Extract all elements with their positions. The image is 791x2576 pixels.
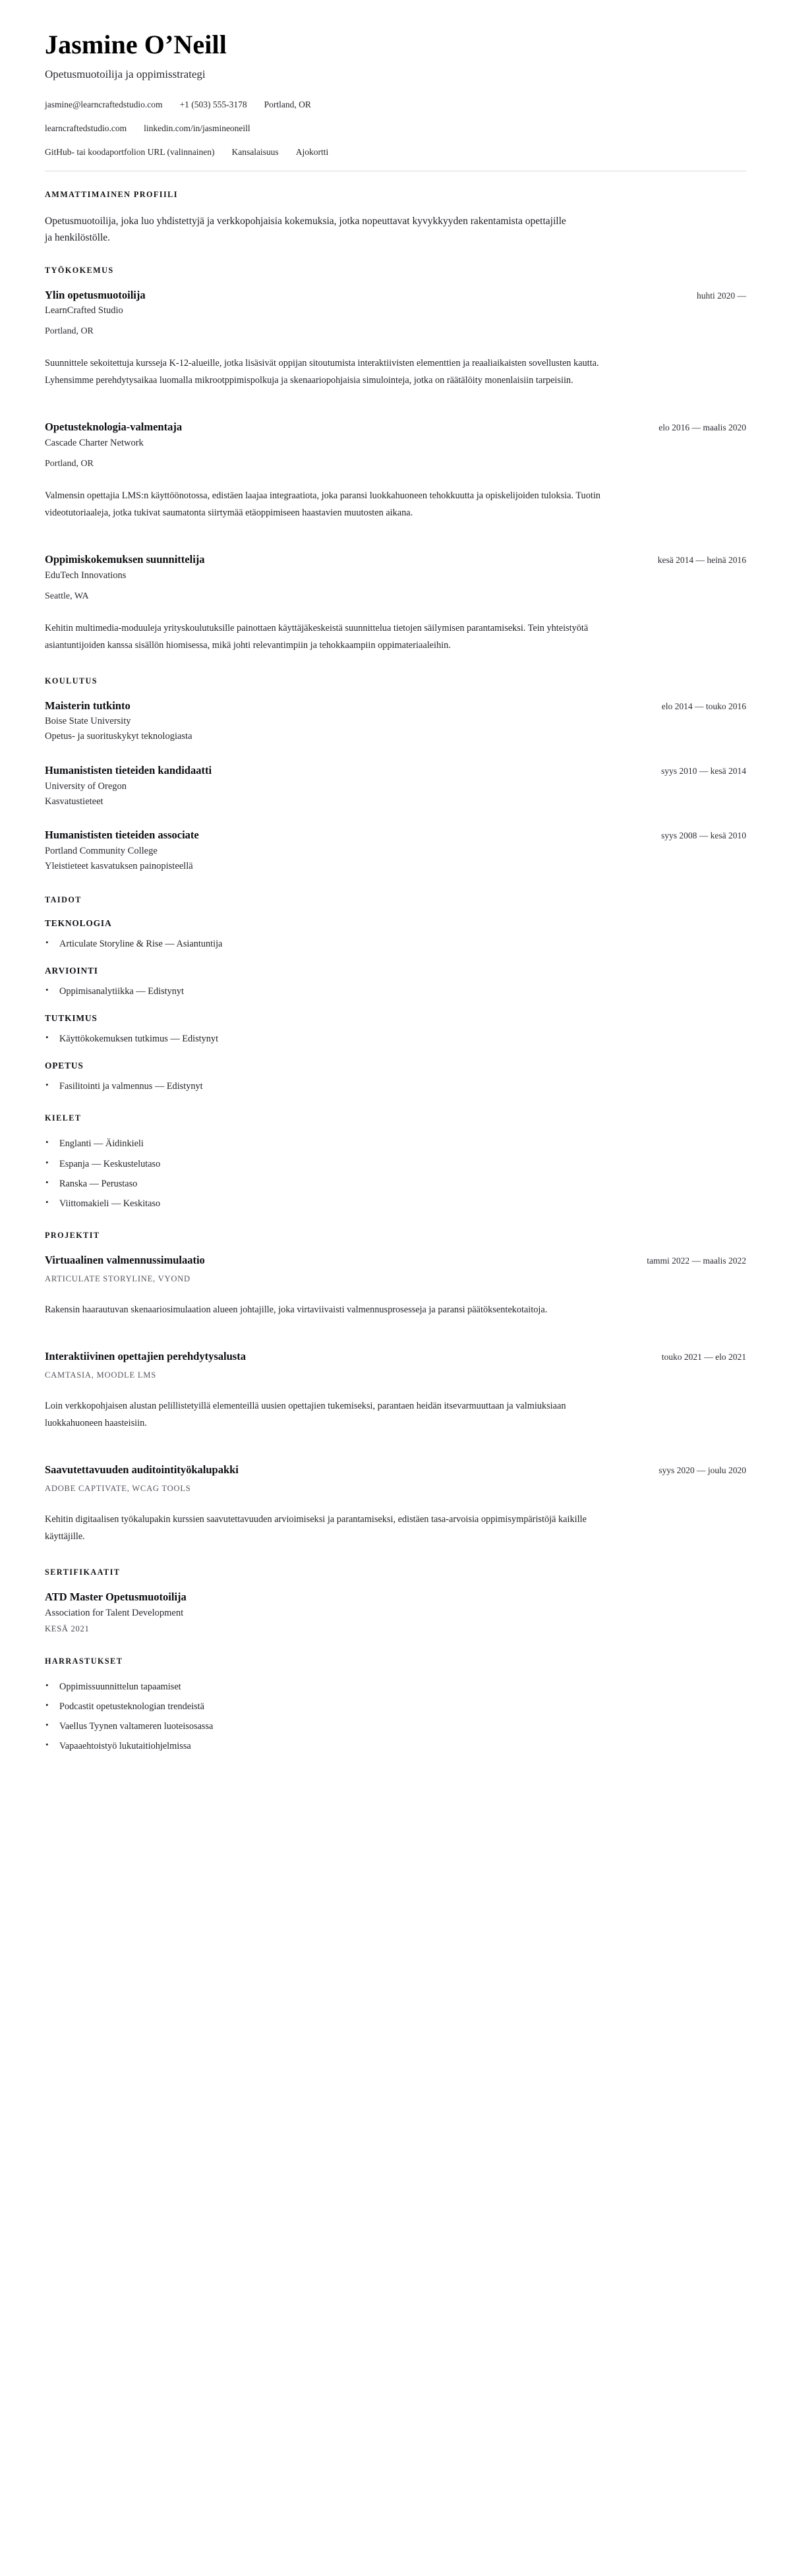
entry-header [45, 289, 746, 303]
section-title-profile: AMMATTIMAINEN PROFIILI [45, 189, 178, 199]
education-entry [45, 764, 746, 807]
job-organization: Cascade Charter Network [45, 438, 144, 449]
experience-entry [45, 289, 746, 390]
skill-category: TEKNOLOGIA [45, 918, 112, 928]
project-entry [45, 1254, 746, 1318]
skill-category: ARVIOINTI [45, 965, 98, 976]
contact-phone[interactable]: +1 (503) 555-3178 [179, 99, 247, 109]
project-title: Virtuaalinen valmennussimulaatio [45, 1254, 205, 1267]
experience-entry [45, 553, 746, 654]
language-item: • Viittomakieli — Keskitaso [45, 1196, 746, 1211]
degree-title: Humanististen tieteiden kandidaatti [45, 764, 212, 777]
spacer [45, 246, 746, 266]
skill-group [45, 918, 746, 951]
job-date: kesä 2014 — heinä 2016 [657, 555, 746, 566]
skill-item: • Articulate Storyline & Rise — Asiantuntija [45, 937, 746, 951]
project-stack: ADOBE CAPTIVATE, WCAG TOOLS [45, 1483, 191, 1493]
study-field: Kasvatustieteet [45, 796, 103, 807]
contact-linkedin[interactable]: linkedin.com/in/jasmineoneill [144, 123, 250, 134]
job-organization: LearnCrafted Studio [45, 305, 123, 316]
skill-group [45, 966, 746, 999]
project-entry [45, 1350, 746, 1432]
contact-line-3 [45, 146, 746, 158]
degree-title: Maisterin tutkinto [45, 699, 131, 712]
project-title: Interaktiivinen opettajien perehdytysalusta [45, 1350, 246, 1363]
project-description: Loin verkkopohjaisen alustan pelillistetyillä elementeillä uusien opettajien tukemiseksi, parantaen heidän itsevarmuuttaan ja valmiuksiaan luokkahuoneen haasteisiin. [45, 1401, 566, 1429]
school-name: Portland Community College [45, 846, 158, 857]
entry-header [45, 1463, 746, 1477]
project-stack: CAMTASIA, MOODLE LMS [45, 1370, 156, 1380]
skill-group [45, 1013, 746, 1046]
language-item: • Englanti — Äidinkieli [45, 1136, 746, 1151]
skill-list [45, 1079, 746, 1094]
entry-header [45, 829, 746, 842]
spacer [45, 392, 746, 421]
job-title: Opetusteknologia-valmentaja [45, 421, 183, 434]
project-title: Saavutettavuuden auditointityökalupakki [45, 1463, 239, 1477]
job-organization: EduTech Innovations [45, 570, 127, 581]
job-location: Portland, OR [45, 326, 94, 337]
project-date: tammi 2022 — maalis 2022 [647, 1256, 746, 1266]
spacer [45, 657, 746, 676]
school-name: Boise State University [45, 716, 131, 727]
section-certificates [45, 1567, 746, 1633]
contact-drivers-license: Ajokortti [295, 147, 329, 158]
spacer [45, 1094, 746, 1113]
job-location: Seattle, WA [45, 591, 89, 601]
section-education [45, 676, 746, 873]
language-item: • Ranska — Perustaso [45, 1177, 746, 1191]
hobby-item: • Vaellus Tyynen valtameren luoteisosassa [45, 1719, 746, 1734]
education-entry [45, 829, 746, 872]
job-location: Portland, OR [45, 458, 94, 469]
skill-group [45, 1061, 746, 1094]
contact-line-1 [45, 99, 746, 111]
entry-header [45, 553, 746, 567]
entry-header [45, 421, 746, 434]
contact-line-2 [45, 123, 746, 134]
skill-list [45, 984, 746, 999]
skill-category: TUTKIMUS [45, 1013, 98, 1024]
study-field: Opetus- ja suorituskykyt teknologiasta [45, 731, 192, 742]
contact-portfolio-url[interactable]: GitHub- tai koodaportfolion URL (valinnainen) [45, 147, 215, 158]
section-hobbies [45, 1656, 746, 1754]
skill-item: • Käyttökokemuksen tutkimus — Edistynyt [45, 1032, 746, 1046]
spacer [45, 1211, 746, 1231]
certificate-entry [45, 1591, 746, 1633]
project-entry [45, 1463, 746, 1545]
language-list [45, 1136, 746, 1211]
hobby-item: • Vapaaehtoistyö lukutaitiohjelmissa [45, 1739, 746, 1753]
degree-date: syys 2008 — kesä 2010 [661, 831, 746, 841]
spacer [45, 524, 746, 553]
contact-nationality: Kansalaisuus [231, 147, 279, 158]
project-date: syys 2020 — joulu 2020 [659, 1465, 746, 1476]
degree-title: Humanististen tieteiden associate [45, 829, 199, 842]
job-title: Oppimiskokemuksen suunnittelija [45, 553, 205, 566]
section-title-experience: TYÖKOKEMUS [45, 265, 114, 275]
section-title-education: KOULUTUS [45, 676, 98, 686]
section-experience [45, 266, 746, 654]
section-skills [45, 895, 746, 1094]
hobby-item: • Oppimissuunnittelun tapaamiset [45, 1680, 746, 1694]
candidate-name: Jasmine O’Neill [45, 30, 227, 59]
spacer [45, 1321, 746, 1350]
experience-entry [45, 421, 746, 521]
profile-summary: Opetusmuotoilija, joka luo yhdistettyjä ja verkkopohjaisia kokemuksia, jotka nopeuttavat kyvykkyyden rakentamista opettajille ja henkilöstölle. [45, 215, 566, 243]
skill-category: OPETUS [45, 1061, 84, 1071]
skill-item: • Oppimisanalytiikka — Edistynyt [45, 984, 746, 999]
certificate-issuer: Association for Talent Development [45, 1607, 184, 1618]
spacer [45, 1548, 746, 1567]
spacer [45, 810, 746, 829]
entry-header [45, 764, 746, 778]
project-date: touko 2021 — elo 2021 [661, 1352, 746, 1362]
job-description: Kehitin multimedia-moduuleja yrityskoulutuksille painottaen käyttäjäkeskeistä suunnittelua tietojen säilymisen parantamiseksi. Tein yhteistyötä asiantuntijoiden kanssa sisällön hiomisessa, mikä johti relevantimpiin ja tehokkaampiin oppimateriaaleihin. [45, 622, 589, 651]
contact-email[interactable]: jasmine@learncraftedstudio.com [45, 99, 163, 109]
certificate-title: ATD Master Opetusmuotoilija [45, 1591, 187, 1604]
skill-item: • Fasilitointi ja valmennus — Edistynyt [45, 1079, 746, 1094]
spacer [45, 1434, 746, 1463]
section-title-skills: TAIDOT [45, 894, 82, 904]
degree-date: syys 2010 — kesä 2014 [661, 766, 746, 776]
hobby-list [45, 1680, 746, 1754]
section-profile [45, 190, 746, 246]
degree-date: elo 2014 — touko 2016 [661, 701, 746, 711]
study-field: Yleistieteet kasvatuksen painopisteellä [45, 860, 193, 871]
entry-header [45, 699, 746, 713]
job-description: Valmensin opettajia LMS:n käyttöönotossa, edistäen laajaa integraatiota, joka paransi luokkahuoneen tehokkuutta ja opiskelijoiden tuloksia. Tuotin videotutoriaaleja, jotka tukivat saumatonta siirtymää etäoppimiseen haastavien muutosten aikana. [45, 490, 601, 519]
certificate-date: KESÄ 2021 [45, 1624, 90, 1633]
spacer [45, 746, 746, 764]
entry-header [45, 1350, 746, 1364]
job-title: Ylin opetusmuotoilija [45, 288, 146, 301]
language-item: • Espanja — Keskustelutaso [45, 1157, 746, 1171]
section-title-hobbies: HARRASTUKSET [45, 1656, 123, 1666]
job-description: Suunnittele sekoitettuja kursseja K-12-alueille, jotka lisäsivät oppijan sitoutumista interaktiivisten elementtien ja reaaliaikaisten sovellusten kautta. Lyhensimme perehdytysaikaa luomalla mikrootppimispolkuja ja skenaariopohjaisia simulointeja, jotka on räätälöity monenlaisiin tarpeisiin. [45, 358, 599, 386]
hobby-item: • Podcastit opetusteknologian trendeistä [45, 1699, 746, 1714]
resume-header [45, 30, 746, 159]
project-description: Kehitin digitaalisen työkalupakin kurssien saavutettavuuden arvioimiseksi ja parantamiseksi, edistäen tasa-arvoisia oppimisympäristöjä kaikille käyttäjille. [45, 1514, 587, 1542]
section-title-certificates: SERTIFIKAATIT [45, 1567, 121, 1577]
section-languages [45, 1113, 746, 1211]
entry-header [45, 1254, 746, 1268]
project-description: Rakensin haarautuvan skenaariosimulaation alueen johtajille, joka virtaviivaisti valmennusprosesseja ja paransi päätöksentekotaitoja. [45, 1304, 548, 1315]
contact-website[interactable]: learncraftedstudio.com [45, 123, 127, 134]
spacer [45, 1637, 746, 1656]
section-title-projects: PROJEKTIT [45, 1231, 100, 1241]
spacer [45, 875, 746, 895]
candidate-headline: Opetusmuotoilija ja oppimisstrategi [45, 67, 206, 80]
skill-list [45, 937, 746, 951]
section-title-languages: KIELET [45, 1113, 82, 1123]
school-name: University of Oregon [45, 780, 127, 792]
job-date: huhti 2020 — [696, 290, 746, 301]
project-stack: ARTICULATE STORYLINE, VYOND [45, 1273, 190, 1283]
contact-location: Portland, OR [264, 99, 311, 109]
education-entry [45, 699, 746, 743]
skill-list [45, 1032, 746, 1046]
job-date: elo 2016 — maalis 2020 [659, 423, 746, 433]
section-projects [45, 1231, 746, 1545]
